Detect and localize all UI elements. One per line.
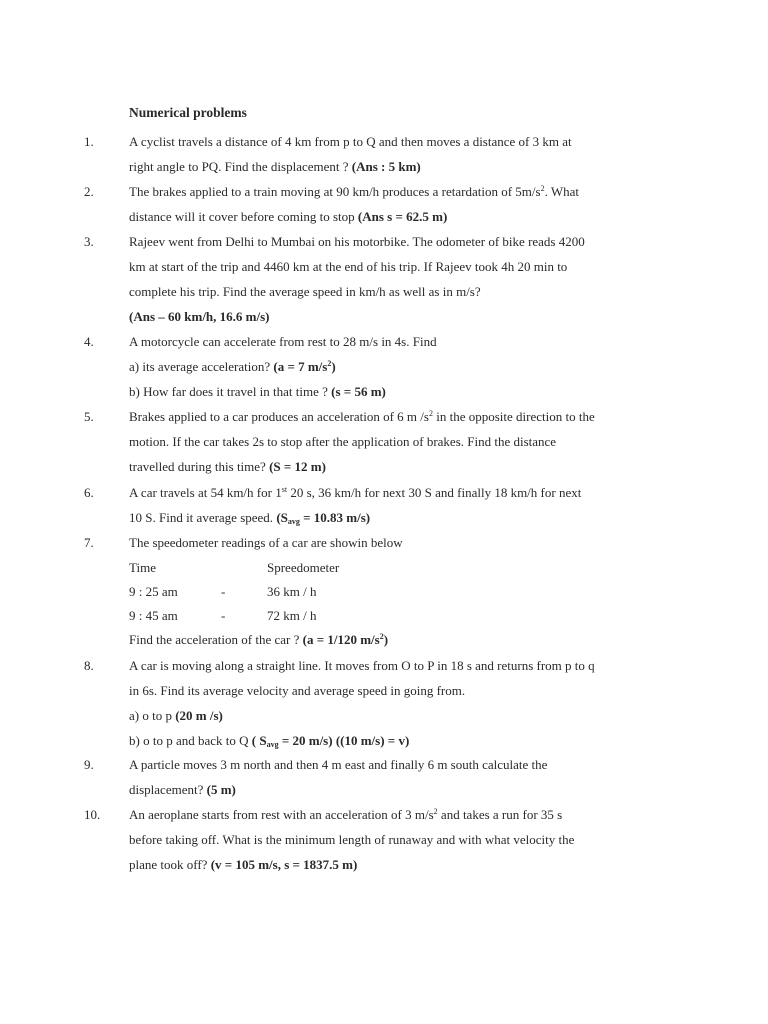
problem-number: 1. [84, 134, 94, 149]
problem-number: 2. [84, 184, 94, 199]
problem-text: plane took off? [129, 857, 208, 872]
problem-text: Find the acceleration of the car ? [129, 632, 300, 647]
problem-text-line [129, 783, 236, 796]
problem-text-line [129, 210, 447, 223]
problem-text: complete his trip. Find the average speed in km/h as well as in m/s? [129, 284, 481, 299]
table-cell-dash: - [221, 584, 226, 599]
problem-text: travelled during this time? [129, 459, 266, 474]
answer: (Ans – 60 km/h, 16.6 m/s) [129, 309, 270, 324]
problem-part: b) o to p and back to Q [129, 733, 249, 748]
problem-text-line [129, 160, 421, 173]
problem-text-line [129, 709, 223, 722]
problem-text: right angle to PQ. Find the displacement ? [129, 159, 349, 174]
problem-text-line [129, 385, 386, 398]
problem-text-line: A car travels at 54 km/h for 1st 20 s, 36 km/h for next 30 S and finally 18 km/h for next [129, 485, 582, 500]
problem-text: . What [544, 184, 579, 199]
superscript: 2 [540, 184, 545, 193]
answer: (Ans : 5 km) [351, 159, 421, 174]
problem-text: A motorcycle can accelerate from rest to 28 m/s in 4s. Find [129, 334, 437, 349]
problem-part: a) o to p [129, 708, 172, 723]
problem-part: b) How far does it travel in that time ? [129, 384, 328, 399]
page-title: Numerical problems [129, 105, 247, 120]
answer: (Ans s = 62.5 m) [357, 209, 448, 224]
table-cell-reading: 36 km / h [267, 584, 317, 599]
problem-number: 6. [84, 485, 94, 500]
answer: ( $S_{avg} = 20$ m/s) ((10 m/s) = v) [251, 733, 410, 749]
answer: (s = 56 m) [331, 384, 386, 399]
problem-text: The brakes applied to a train moving at 90 km/h produces a retardation of 5m/s [129, 184, 541, 199]
answer: (a = 1/120 $m/s^2$) [302, 632, 389, 647]
problem-text: in 6s. Find its average velocity and average speed in going from. [129, 683, 466, 698]
problem-text-line [129, 511, 370, 524]
problem-text: 10 S. Find it average speed. [129, 510, 274, 525]
problem-number: 7. [84, 535, 94, 550]
problem-text: displacement? [129, 782, 204, 797]
problem-text: A car is moving along a straight line. It moves from O to P in 18 s and returns from p to q [129, 658, 595, 673]
answer: (20 m /s) [175, 708, 223, 723]
answer: (v = 105 m/s, s = 1837.5 m) [210, 857, 358, 872]
table-cell-time: 9 : 25 am [129, 584, 178, 599]
problem-text: A cyclist travels a distance of 4 km from p to Q and then moves a distance of 3 km at [129, 134, 572, 149]
problem-number: 3. [84, 234, 94, 249]
answer: (5 m) [206, 782, 236, 797]
problem-text-line: Brakes applied to a car produces an acceleration of 6 m $/s^2$ in the opposite direction to the [129, 409, 595, 424]
problem-text: distance will it cover before coming to stop [129, 209, 355, 224]
problem-text-line [129, 633, 388, 646]
problem-text-line [129, 460, 326, 473]
answer: (S = 12 m) [269, 459, 326, 474]
problem-text-line [129, 734, 409, 747]
problem-text: km at start of the trip and 4460 km at the end of his trip. If Rajeev took 4h 20 min to [129, 259, 568, 274]
problem-text-line: An aeroplane starts from rest with an acceleration of 3 $m/s^2$ and takes a run for 35 s [129, 807, 563, 822]
table-cell-dash: - [221, 608, 226, 623]
problem-number: 8. [84, 658, 94, 673]
problem-number: 5. [84, 409, 94, 424]
problem-number: 9. [84, 757, 94, 772]
problem-text-line [129, 360, 336, 373]
answer: ($S_{avg} = 10.83$ m/s) [276, 510, 371, 526]
problem-text: Rajeev went from Delhi to Mumbai on his motorbike. The odometer of bike reads 4200 [129, 234, 585, 249]
problem-text: before taking off. What is the minimum length of runaway and with what velocity the [129, 832, 575, 847]
answer: (a = 7 $m/s^2$) [273, 359, 336, 374]
problem-text: A particle moves 3 m north and then 4 m east and finally 6 m south calculate the [129, 757, 548, 772]
problem-text: motion. If the car takes 2s to stop after the application of brakes. Find the distance [129, 434, 557, 449]
problem-number: 4. [84, 334, 94, 349]
problem-text: The speedometer readings of a car are showin below [129, 535, 403, 550]
problem-text-line [129, 185, 579, 198]
table-cell-time: 9 : 45 am [129, 608, 178, 623]
problem-part: a) its average acceleration? [129, 359, 271, 374]
table-cell-reading: 72 km / h [267, 608, 317, 623]
problem-number: 10. [84, 807, 101, 822]
problem-text-line [129, 858, 357, 871]
table-header-speedometer: Spreedometer [267, 560, 340, 575]
table-header-time: Time [129, 560, 156, 575]
